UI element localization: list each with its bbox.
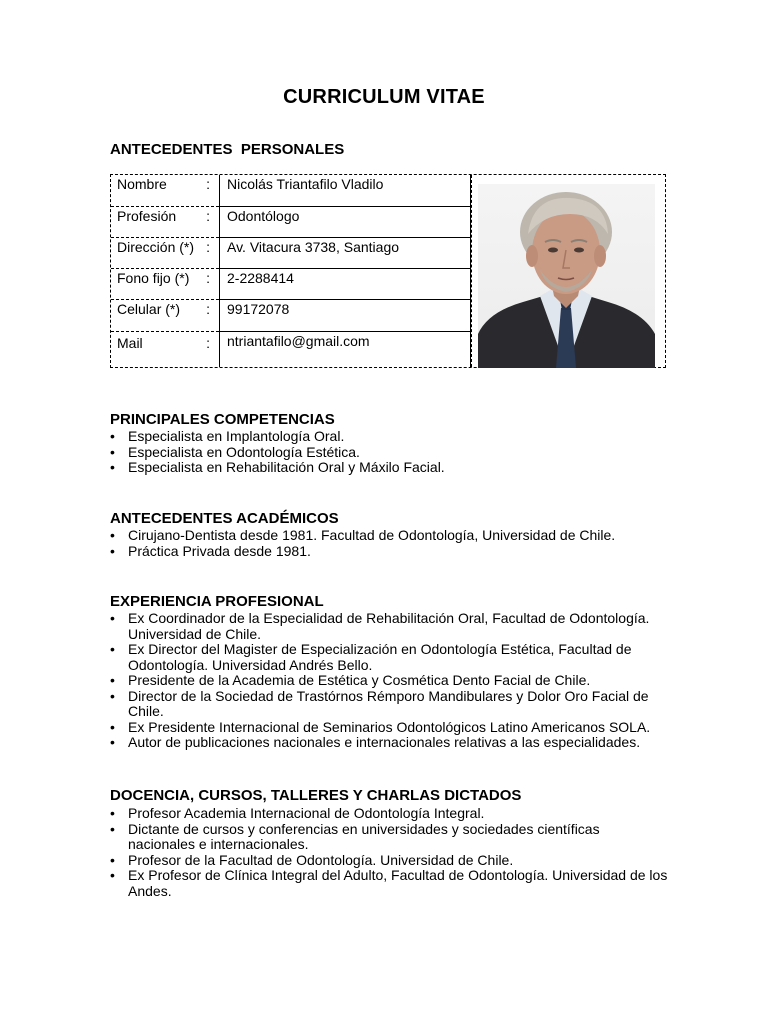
- value-row: [220, 238, 470, 269]
- academicos-heading: ANTECEDENTES ACADÉMICOS: [110, 510, 339, 527]
- competencias-heading: PRINCIPALES COMPETENCIAS: [110, 411, 335, 428]
- value-row: [220, 300, 470, 332]
- docencia-heading: DOCENCIA, CURSOS, TALLERES Y CHARLAS DICTADOS: [110, 787, 522, 804]
- list-item: • Ex Director del Magister de Especialización en Odontología Estética, Facultad de Odontología. Universidad Andrés Bello.: [110, 642, 670, 673]
- value-row: [220, 207, 470, 238]
- list-item: • Especialista en Odontología Estética.: [110, 445, 670, 461]
- list-item: • Cirujano-Dentista desde 1981. Facultad de Odontología, Universidad de Chile.: [110, 528, 670, 544]
- list-item: • Autor de publicaciones nacionales e internacionales relativas a las especialidades.: [110, 735, 670, 751]
- list-item: • Director de la Sociedad de Trastórnos Rémporo Mandibulares y Dolor Oro Facial de Chile.: [110, 689, 670, 720]
- value-row: [220, 269, 470, 300]
- list-item: • Dictante de cursos y conferencias en universidades y sociedades científicas nacionales e internacionales.: [110, 822, 670, 853]
- label-row: Profesión :: [111, 207, 219, 238]
- list-item: • Especialista en Rehabilitación Oral y Máxilo Facial.: [110, 460, 670, 476]
- phone-value: 2-2288414: [227, 270, 294, 286]
- experiencia-heading: EXPERIENCIA PROFESIONAL: [110, 593, 324, 610]
- list-item: • Ex Profesor de Clínica Integral del Adulto, Facultad de Odontología. Universidad de los Andes.: [110, 868, 670, 899]
- competencias-list: [110, 429, 670, 476]
- profession-value: Odontólogo: [227, 208, 300, 224]
- label-column: [111, 175, 220, 367]
- experiencia-list: [110, 611, 670, 751]
- docencia-list: [110, 806, 670, 899]
- list-item: • Presidente de la Academia de Estética y Cosmética Dento Facial de Chile.: [110, 673, 670, 689]
- photo-cell: [471, 175, 665, 367]
- list-item: • Profesor Academia Internacional de Odontología Integral.: [110, 806, 670, 822]
- list-item: • Profesor de la Facultad de Odontología. Universidad de Chile.: [110, 853, 670, 869]
- list-item: • Ex Coordinador de la Especialidad de Rehabilitación Oral, Facultad de Odontología. Universidad de Chile.: [110, 611, 670, 642]
- label-row: Fono fijo (*) :: [111, 269, 219, 300]
- portrait-illustration: [478, 184, 655, 368]
- label-row: Mail :: [117, 335, 210, 351]
- mail-value: ntriantafilo@gmail.com: [227, 333, 370, 349]
- value-row: [220, 175, 470, 207]
- label-row: Nombre :: [111, 175, 219, 207]
- portrait-photo: [478, 184, 655, 368]
- personal-info-table: [110, 174, 666, 368]
- academicos-list: [110, 528, 670, 559]
- list-item: • Práctica Privada desde 1981.: [110, 544, 670, 560]
- page-title: CURRICULUM VITAE: [283, 86, 485, 108]
- label-row: Dirección (*) :: [111, 238, 219, 269]
- list-item: • Especialista en Implantología Oral.: [110, 429, 670, 445]
- address-value: Av. Vitacura 3738, Santiago: [227, 239, 400, 255]
- personal-heading: ANTECEDENTES PERSONALES: [110, 141, 345, 158]
- value-row: [220, 332, 470, 369]
- value-column: [220, 175, 471, 367]
- list-item: • Ex Presidente Internacional de Seminarios Odontológicos Latino Americanos SOLA.: [110, 720, 670, 736]
- label-row: Celular (*) :: [111, 300, 219, 332]
- name-value: Nicolás Triantafilo Vladilo: [227, 176, 384, 192]
- mobile-value: 99172078: [227, 301, 290, 317]
